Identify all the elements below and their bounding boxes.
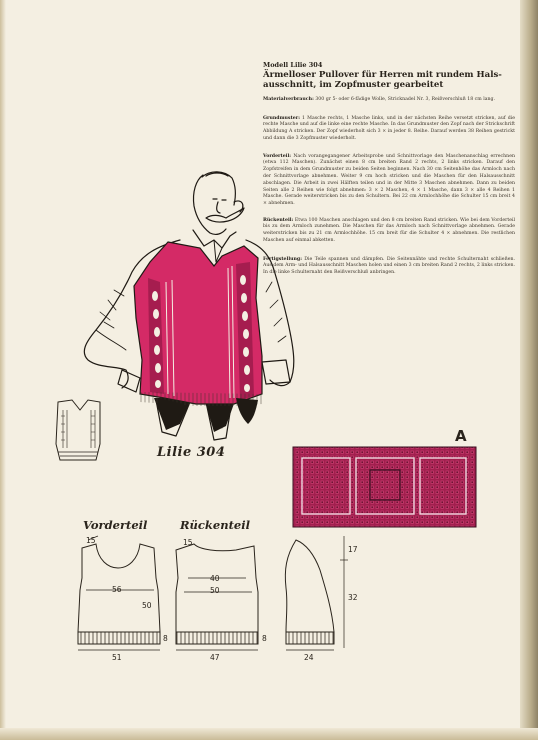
fertigstellung-text: Die Teile spannen und dämpfen. Die Seitennähte und rechte Schulternaht schließen. Aus dem Arm- und Halsausschnitt Maschen holen und einen 3 cm breiten Rand 2 rechts, 2 links stricken. In die linke Schulternaht den Reißverschluß anbringen.	[263, 256, 515, 276]
page-title: Ärmelloser Pullover für Herren mit rundem Hals-ausschnitt, im Zopfmuster gearbeitet	[263, 70, 502, 90]
hair-outline	[202, 172, 235, 205]
left-cuff	[118, 370, 140, 392]
eyes	[213, 199, 226, 200]
grundmuster-text: 1 Masche rechts, 1 Masche links, und in der nächsten Reihe versetzt stricken, auf die rechte Masche und auf die linke eine rechte Masche. In das Grundmuster den Zopf nach der Strickschrift Abbildung A stricken. Der Zopf wiederholt sich 3 × in jeder 8. Reihe. Darauf werden 38 Reihen gestrickt und dann die 3 Zopfmuster wiederholt.	[263, 115, 516, 142]
vorderteil-paragraph	[263, 154, 515, 208]
back-neck-dim: 15	[183, 538, 193, 547]
front-width-dim: 56	[112, 585, 122, 594]
grundmuster-heading: Grundmuster:	[263, 115, 300, 121]
back-shoulder-dim: 40	[210, 574, 220, 583]
back-bottom-dim: 47	[210, 653, 220, 662]
fertigstellung-paragraph	[263, 257, 515, 277]
front-hem-dim: 8	[163, 634, 168, 643]
armhole-bottom-dim: 24	[304, 653, 314, 662]
front-piece-label: Vorderteil	[83, 518, 148, 532]
back-hem-dim: 8	[262, 634, 267, 643]
red-vest	[134, 242, 262, 406]
rueckenteil-paragraph	[263, 218, 515, 245]
armhole-top-dim: 17	[348, 545, 358, 554]
swatch-label: A	[455, 427, 467, 445]
rueckenteil-text: Etwa 100 Maschen anschlagen und den 8 cm breiten Rand stricken. Wie bei dem Vorderteil bis zu dem Armloch zunehmen. Die Maschen für das Armloch nach Schnittvorlage abnehmen. Gerade weiterstricken bis zu 21 cm Armlochhöhe. 15 cm breit für die Schulter 4 × abnehmen. Die restlichen Maschen auf einmal abketten.	[263, 217, 515, 244]
right-cuff	[262, 360, 290, 384]
front-neck-dim: 15	[86, 536, 96, 545]
model-label: Modell Lilie 304	[263, 61, 323, 69]
front-bottom-dim: 51	[112, 653, 122, 662]
vorderteil-text: Nach vorangegangener Arbeitsprobe und Schnittvorlage den Maschenanschlag errechnen (etwa 112 Maschen). Zunächst einen 8 cm breiten Rand 2 rechts, 2 links stricken. Darauf den Zopfstreifen in dem Grundmuster zu beiden Seiten beginnen. Nach 30 cm Seitenhöhe das Armloch nach der Schnittvorlage abnehmen. Weiter 9 cm hoch stricken und die Maschen für den Halsausschnitt abschlagen. Die Arbeit in zwei Hälften teilen und in der Mitte 3 Maschen abnehmen. Dann zu beiden Seiten alle 2 Reihen wie folgt abnehmen: 3 × 2 Maschen, 4 × 1 Masche, dann 3 × alle 4 Reihen 1 Masche. Gerade weiterstricken bis zu den Schultern. Bei 22 cm Armlochhöhe die Schulter 15 cm breit 4 × abnehmen.	[263, 153, 515, 207]
face-outline	[193, 175, 226, 234]
fertigstellung-heading: Fertigstellung:	[263, 256, 302, 262]
back-piece-label: Rückenteil	[180, 518, 250, 532]
front-length-dim: 50	[142, 601, 152, 610]
knit-swatch-a	[293, 447, 476, 527]
vorderteil-heading: Vorderteil:	[263, 153, 291, 159]
material-paragraph	[263, 97, 515, 104]
armhole-side-dim: 32	[348, 593, 358, 602]
moustache	[206, 208, 244, 222]
nose	[217, 202, 220, 213]
armhole-schematic	[285, 536, 348, 650]
material-text: 300 gr 5- oder 6-fädige Wolle, Stricknadel Nr. 3, Reißverschluß 18 cm lang.	[315, 96, 496, 102]
vest-back-sketch	[56, 400, 100, 460]
figure-caption: Lilie 304	[157, 445, 226, 460]
back-schematic	[176, 544, 258, 650]
rueckenteil-heading: Rückenteil:	[263, 217, 294, 223]
ear	[234, 201, 243, 212]
grundmuster-paragraph	[263, 116, 515, 143]
material-heading: Materialverbrauch:	[263, 96, 314, 102]
back-width-dim: 50	[210, 586, 220, 595]
